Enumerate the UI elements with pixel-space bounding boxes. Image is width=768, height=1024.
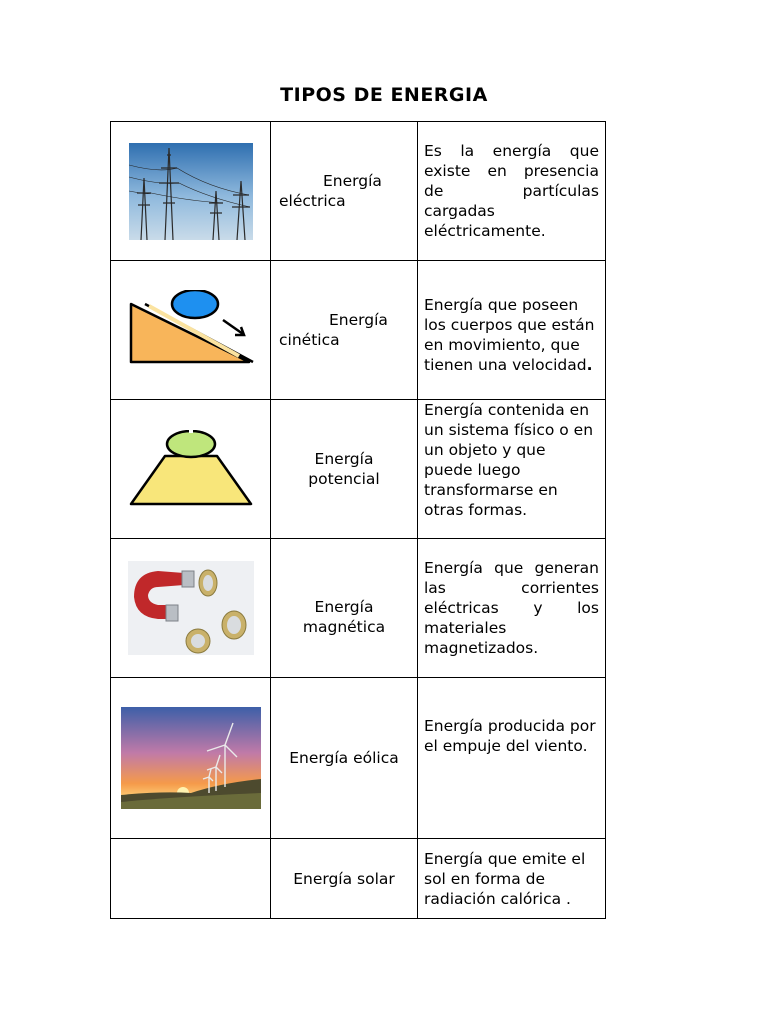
image-cell	[111, 839, 271, 919]
table-row	[111, 400, 606, 539]
energy-description: Energía que generan las corrientes eléctricas y los materiales magnetizados.	[424, 559, 599, 657]
energy-name: Energía solar	[293, 869, 395, 888]
name-cell	[271, 122, 418, 261]
energy-table	[110, 121, 606, 919]
magnet-coins-photo	[128, 561, 254, 655]
description-cell	[418, 678, 606, 839]
ball-on-plateau-illustration	[127, 430, 255, 508]
power-towers-photo	[129, 143, 253, 240]
energy-description: Es la energía que existe en presencia de partículas cargadas eléctricamente.	[424, 142, 599, 240]
name-cell	[271, 839, 418, 919]
name-cell	[271, 261, 418, 400]
energy-description: Energía producida por el empuje del viento.	[424, 717, 596, 755]
energy-name: Energía cinética	[279, 311, 388, 349]
name-cell	[271, 400, 418, 539]
description-cell	[418, 122, 606, 261]
energy-name: Energía eólica	[289, 749, 399, 767]
description-cell	[418, 261, 606, 400]
image-cell	[111, 400, 271, 539]
name-cell	[271, 678, 418, 839]
wind-turbines-sunset-photo	[121, 707, 261, 809]
image-cell	[111, 122, 271, 261]
energy-name: Energía potencial	[308, 450, 380, 488]
energy-name: Energía eléctrica	[279, 172, 382, 210]
table-row	[111, 539, 606, 678]
page-title: TIPOS DE ENERGIA	[280, 84, 488, 106]
description-cell	[418, 539, 606, 678]
image-cell	[111, 678, 271, 839]
energy-description: Energía que emite el sol en forma de radiación calórica .	[424, 849, 586, 908]
ball-on-slope-illustration	[127, 290, 255, 370]
energy-description: Energía contenida en un sistema físico o en un objeto y que puede luego transformarse en otras formas.	[424, 401, 594, 519]
table-row	[111, 261, 606, 400]
table-row	[111, 839, 606, 919]
image-cell	[111, 261, 271, 400]
energy-name: Energía magnética	[302, 598, 386, 636]
table-row	[111, 122, 606, 261]
name-cell	[271, 539, 418, 678]
energy-description: Energía que poseen los cuerpos que están en movimiento, que tienen una velocidad.	[424, 296, 595, 374]
image-cell	[111, 539, 271, 678]
description-cell	[418, 839, 606, 919]
description-cell	[418, 400, 606, 539]
table-row	[111, 678, 606, 839]
